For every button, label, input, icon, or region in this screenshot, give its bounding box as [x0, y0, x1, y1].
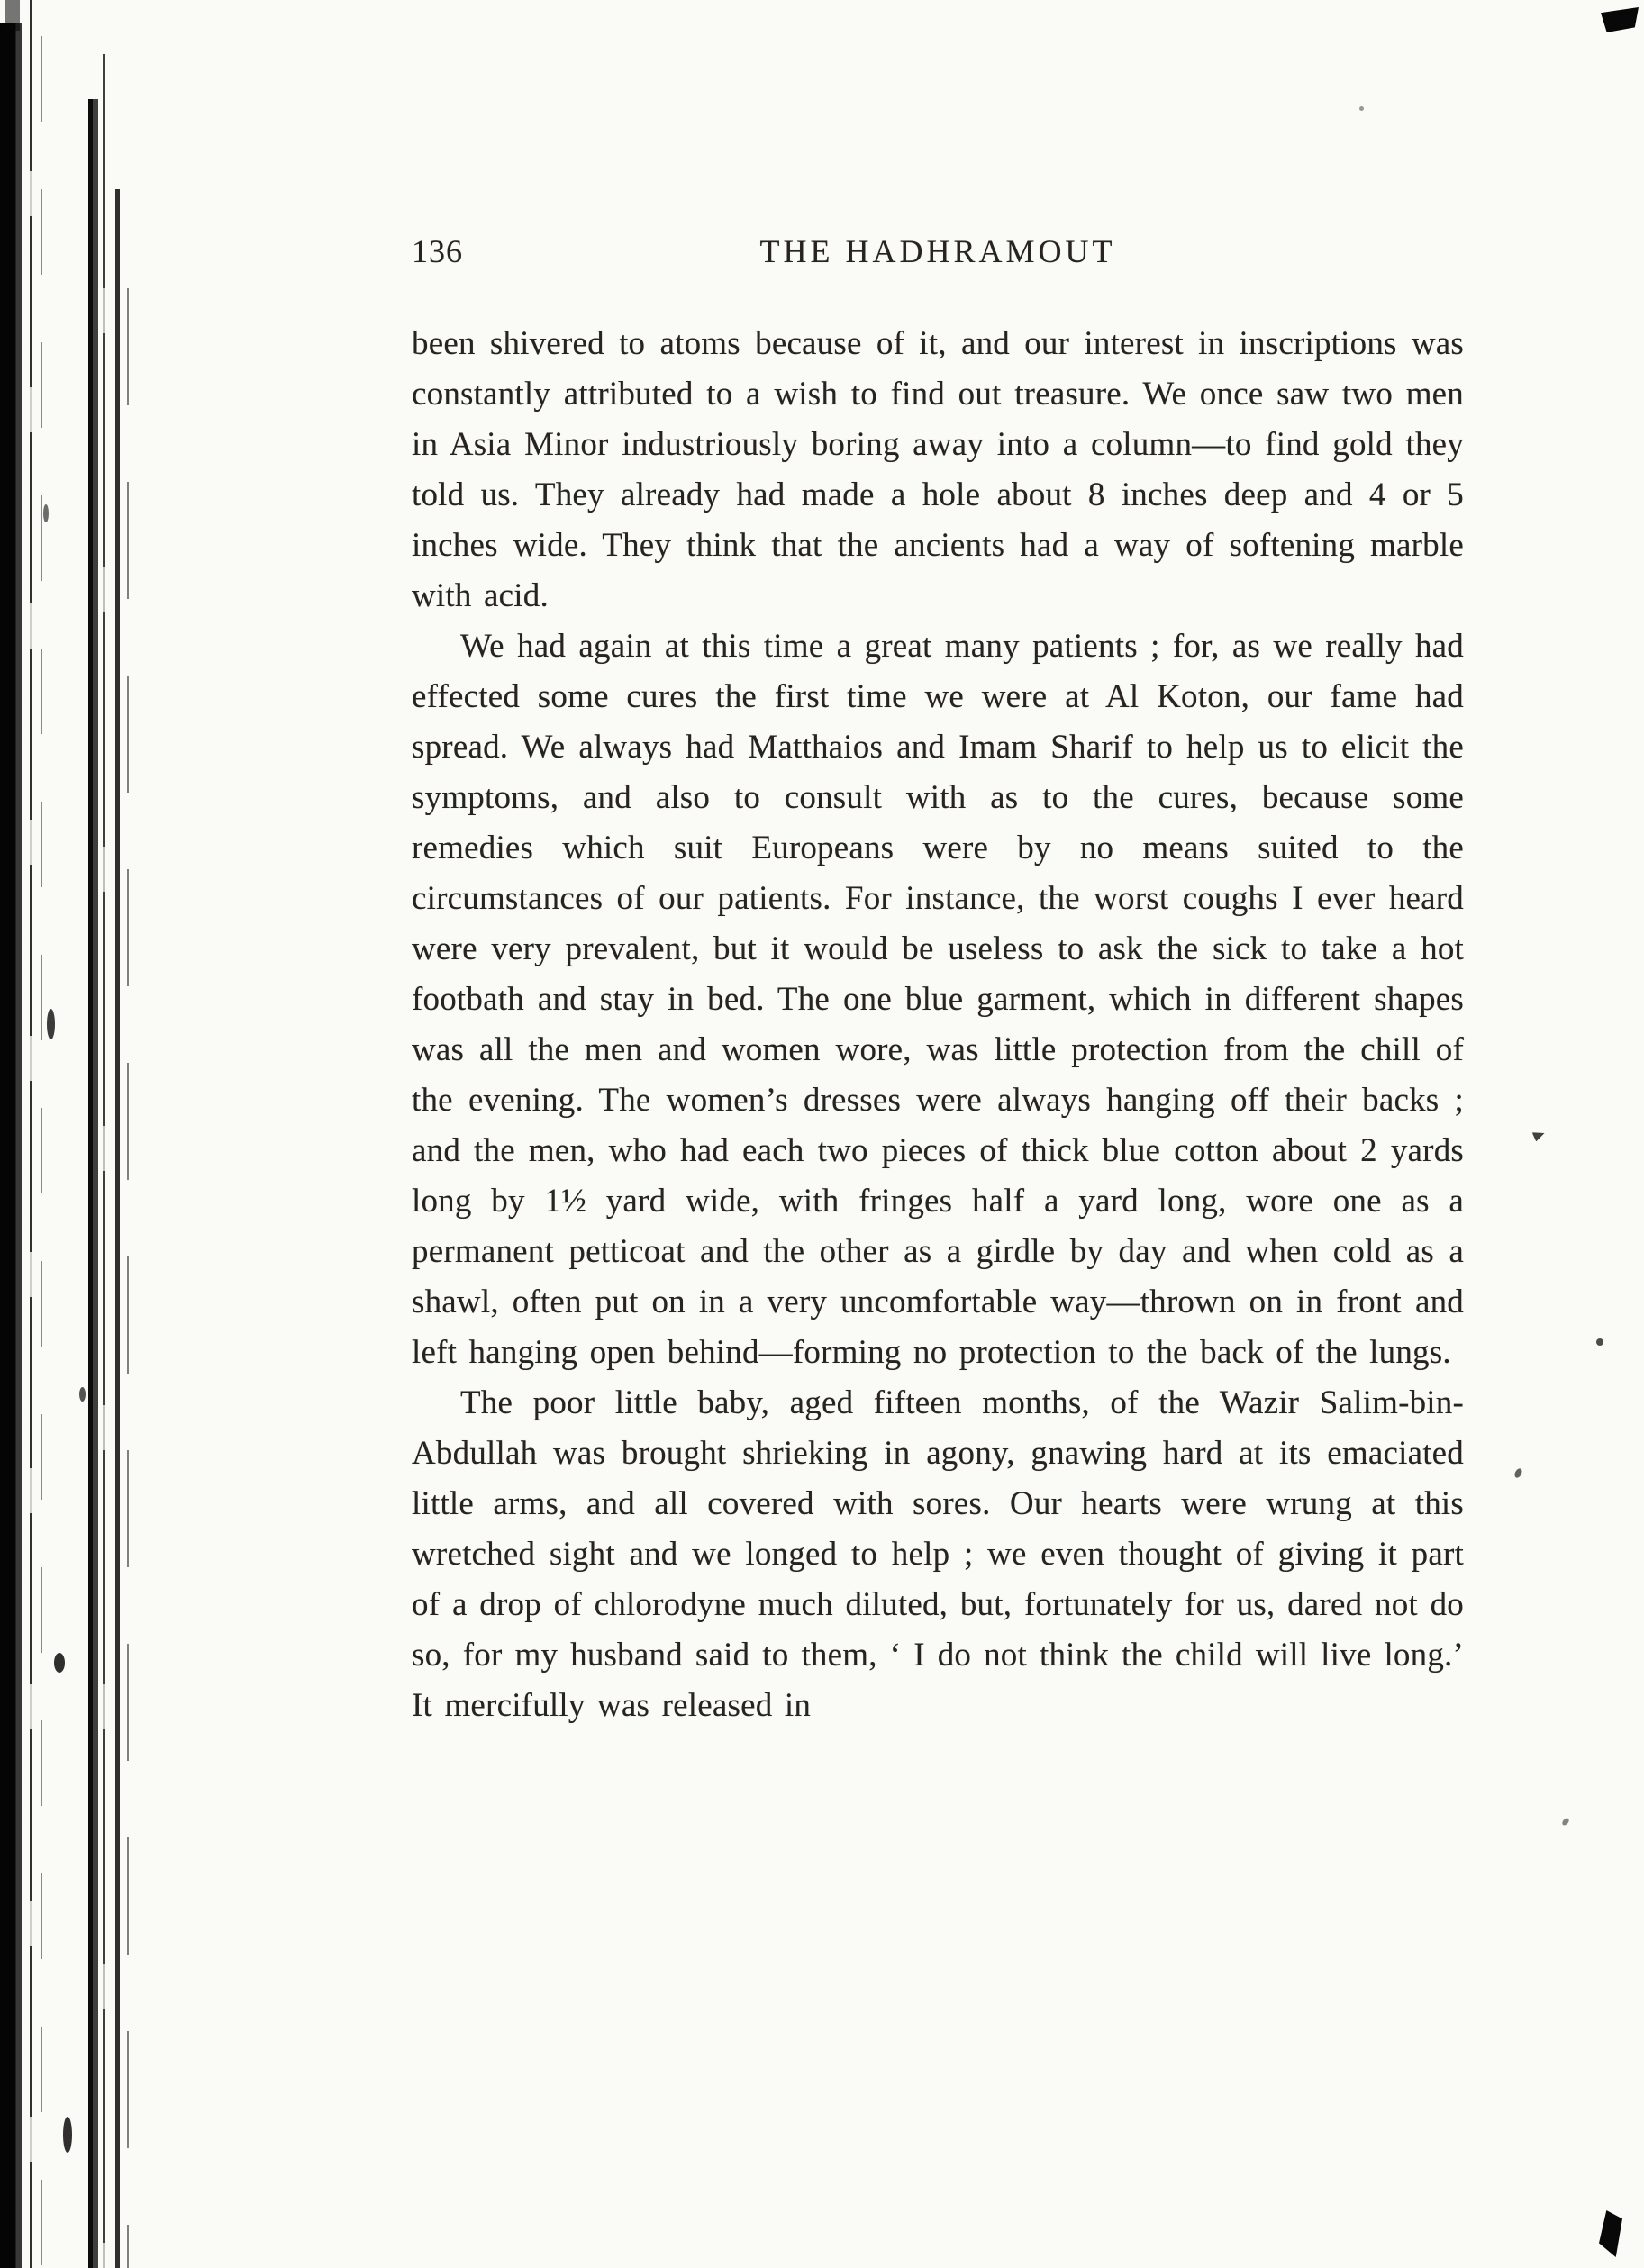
- scan-speckle: [1561, 1817, 1570, 1827]
- scan-artifact-bottom-right: [1599, 2210, 1622, 2257]
- ink-blot: [63, 2117, 72, 2153]
- ink-blot: [79, 1387, 86, 1402]
- page-header: [412, 232, 1464, 274]
- paragraph-2: We had again at this time a great many patients ; for, as we really had effected some cures the first time we were at Al Koton, our fame had spread. We always had Matthaios and Imam Sharif to help us to elicit the symptoms, and also to consult with as to the cures, because some remedies which suit Europeans were by no means suited to the circumstances of our patients. For instance, the worst coughs I ever heard were very prevalent, but it would be useless to ask the sick to take a hot footbath and stay in bed. The one blue garment, which in different shapes was all the men and women wore, was little protection from the chill of the evening. The women’s dresses were always hanging off their backs ; and the men, who had each two pieces of thick blue cotton about 2 yards long by 1½ yard wide, with fringes half a yard long, wore one as a permanent petticoat and the other as a girdle by day and when cold as a shawl, often put on in a very uncomfortable way—thrown on in front and left hanging open behind—forming no protection to the back of the lungs.: [412, 628, 1464, 1371]
- scan-speckle: [1359, 106, 1364, 111]
- ink-blot: [54, 1653, 65, 1673]
- binding-streak: [41, 36, 42, 2268]
- ink-blot: [43, 504, 49, 522]
- scan-speckle: [1596, 1338, 1603, 1346]
- binding-streak: [127, 288, 129, 2268]
- page-content: [412, 232, 1464, 1731]
- book-binding-edge: [0, 0, 153, 2268]
- binding-streak: [0, 23, 22, 2268]
- body-text: [412, 319, 1464, 1731]
- ink-blot: [47, 1009, 55, 1039]
- page-number: 136: [412, 233, 463, 269]
- binding-streak: [115, 189, 120, 2268]
- binding-streak: [5, 0, 20, 31]
- binding-streak: [30, 0, 32, 2268]
- binding-streak: [88, 99, 98, 2268]
- binding-streak: [103, 54, 105, 2268]
- scan-speckle: [1513, 1467, 1523, 1479]
- paragraph-1: been shivered to atoms because of it, and our interest in inscriptions was constantly attributed to a wish to find out treasure. We once saw two men in Asia Minor industriously boring away into a column—to find gold they told us. They already had made a hole about 8 inches deep and 4 or 5 inches wide. They think that the ancients had a way of softening marble with acid.: [412, 325, 1464, 614]
- scan-speckle: [1532, 1129, 1547, 1141]
- running-title: THE HADHRAMOUT: [759, 233, 1116, 269]
- scan-artifact-top-right: [1601, 7, 1639, 32]
- paragraph-3: The poor little baby, aged fifteen months, of the Wazir Salim-bin-Abdullah was brought shrieking in agony, gnawing hard at its emaciated little arms, and all covered with sores. Our hearts were wrung at this wretched sight and we longed to help ; we even thought of giving it part of a drop of chlorodyne much diluted, but, fortunately for us, dared not do so, for my husband said to them, ‘ I do not think the child will live long.’ It mercifully was released in: [412, 1384, 1464, 1724]
